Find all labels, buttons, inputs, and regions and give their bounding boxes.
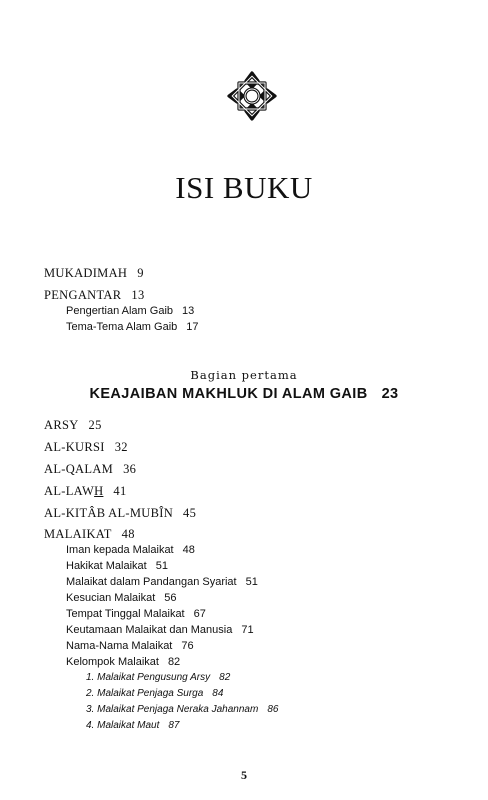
toc-entry-label-underlined: H <box>94 484 104 498</box>
toc-entry-label: Iman kepada Malaikat <box>66 544 174 556</box>
toc-entry-malaikat <box>44 527 135 542</box>
toc-subentry <box>66 640 194 652</box>
toc-entry-label: AL-KURSI <box>44 440 105 454</box>
toc-subentry <box>66 576 258 588</box>
toc-entry-label: Kesucian Malaikat <box>66 592 156 604</box>
page-title: ISI BUKU <box>175 170 313 205</box>
toc-entry-page: 9 <box>137 266 144 280</box>
toc-entry-page: 13 <box>182 305 195 317</box>
page-number: 5 <box>241 768 247 782</box>
toc-entry-label: 3. Malaikat Penjaga Neraka Jahannam <box>86 704 259 715</box>
toc-entry-label: 4. Malaikat Maut <box>86 720 160 731</box>
toc-subentry <box>66 305 194 317</box>
toc-entry-page: 67 <box>193 608 206 620</box>
toc-entry-page: 76 <box>181 640 194 652</box>
toc-entry-al-lawh <box>44 484 127 499</box>
toc-entry-page: 86 <box>267 704 279 715</box>
toc-entry-page: 82 <box>167 656 181 668</box>
celtic-knot-ornament-icon <box>227 71 277 121</box>
toc-entry-label: AL-LAW <box>44 484 95 498</box>
toc-entry-page: 13 <box>131 288 145 302</box>
toc-entry-label: AL-QALAM <box>44 462 114 476</box>
part-title-text: KEAJAIBAN MAKHLUK DI ALAM GAIB <box>89 386 368 402</box>
toc-entry-label: 1. Malaikat Pengusung Arsy <box>86 672 211 683</box>
toc-entry-al-kursi <box>44 440 128 455</box>
toc-entry-page: 32 <box>114 440 128 454</box>
toc-subentry <box>66 656 180 668</box>
toc-entry-al-kitab-al-mubin <box>44 506 196 521</box>
toc-subentry <box>66 321 199 333</box>
toc-entry-page: 84 <box>212 688 224 699</box>
toc-entry-label: Kelompok Malaikat <box>66 656 159 668</box>
toc-subsubentry <box>86 720 180 731</box>
toc-entry-page: 87 <box>168 720 180 731</box>
part-title <box>0 386 488 402</box>
toc-entry-page: 71 <box>241 624 254 636</box>
toc-entry-page: 51 <box>245 576 258 588</box>
part-title-page: 23 <box>381 386 399 402</box>
toc-entry-page: 17 <box>186 321 199 333</box>
toc-entry-mukadimah <box>44 266 144 281</box>
toc-subentry <box>66 560 168 572</box>
toc-entry-page: 36 <box>123 462 137 476</box>
toc-subsubentry <box>86 672 230 683</box>
toc-entry-label: Keutamaan Malaikat dan Manusia <box>66 624 233 636</box>
toc-entry-page: 82 <box>219 672 231 683</box>
toc-entry-label: Tema-Tema Alam Gaib <box>66 321 178 333</box>
toc-entry-page: 45 <box>183 506 197 520</box>
toc-subentry <box>66 544 195 556</box>
toc-entry-page: 48 <box>182 544 195 556</box>
toc-entry-page: 48 <box>121 527 135 541</box>
toc-entry-label: Pengertian Alam Gaib <box>66 305 174 317</box>
toc-entry-label: Tempat Tinggal Malaikat <box>66 608 185 620</box>
toc-entry-label: AL-KITÂB AL-MUBÎN <box>44 506 174 520</box>
toc-entry-label: Malaikat dalam Pandangan Syariat <box>66 576 237 588</box>
toc-entry-label: PENGANTAR <box>44 288 122 302</box>
toc-entry-al-qalam <box>44 462 136 477</box>
toc-entry-label: ARSY <box>44 418 79 432</box>
toc-entry-label: MUKADIMAH <box>44 266 128 280</box>
toc-entry-pengantar <box>44 288 145 303</box>
toc-entry-label: Hakikat Malaikat <box>66 560 147 572</box>
toc-subsubentry <box>86 704 278 715</box>
toc-entry-page: 51 <box>155 560 168 572</box>
toc-entry-page: 56 <box>164 592 177 604</box>
toc-subentry <box>66 624 254 636</box>
toc-subentry <box>66 592 177 604</box>
toc-entry-label: 2. Malaikat Penjaga Surga <box>86 688 204 699</box>
toc-entry-arsy <box>44 418 102 433</box>
toc-entry-label: Nama-Nama Malaikat <box>66 640 173 652</box>
toc-subsubentry <box>86 688 223 699</box>
toc-entry-page: 25 <box>88 418 102 432</box>
toc-subentry <box>66 608 206 620</box>
toc-entry-page: 41 <box>113 484 127 498</box>
part-label: Bagian pertama <box>190 368 298 382</box>
toc-entry-label: MALAIKAT <box>44 527 112 541</box>
